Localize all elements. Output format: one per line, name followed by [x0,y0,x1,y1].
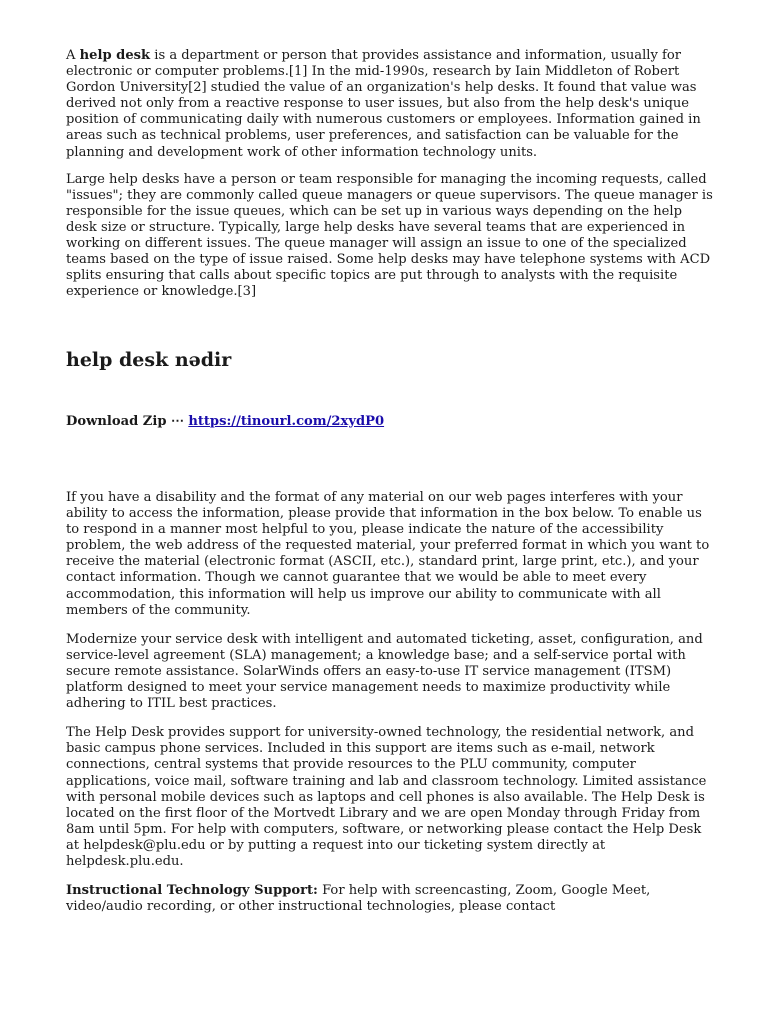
instructional-support-text: For help with screencasting, Zoom, Google Meet, video/audio recording, or other instructional technologies, please contact [66,883,651,915]
help-desk-support-paragraph: The Help Desk provides support for university-owned technology, the residential network, and basic campus phone services. Included in this support are items such as e-mail, network connections, central systems that provide resources to the PLU community, computer applications, voice mail, software training and lab and classroom technology. Limited assistance with personal mobile devices such as laptops and cell phones is also available. The Help Desk is located on the first floor of the Mortvedt Library and we are open Monday through Friday from 8am until 5pm. For help with computers, software, or networking please contact the Help Desk at helpdesk@plu.edu or by putting a request into our ticketing system directly at helpdesk.plu.edu. [66,725,707,869]
accessibility-paragraph: If you have a disability and the format of any material on our web pages interferes with your ability to access the information, please provide that information in the box below. To enable us to respond in a manner most helpful to you, please indicate the nature of the accessibility problem, the web address of the requested material, your preferred format in which you want to receive the material (electronic format (ASCII, etc.), standard print, large print, etc.), and your contact information. Though we cannot guarantee that we would be able to meet every accommodation, this information will help us improve our ability to communicate with all members of the community. [66,490,710,618]
intro-paragraph-1-text: is a department or person that provides assistance and information, usually for electronic or computer problems.[1] In the mid-1990s, research by Iain Middleton of Robert Gordon University[2] studied the value of an organization's help desks. It found that value was derived not only from a reactive response to user issues, but also from the help desk's unique position of communicating daily with numerous customers or employees. Information gained in areas such as technical problems, user preferences, and satisfaction can be valuable for the planning and development work of other information technology units. [66,48,701,160]
body-section [66,490,716,915]
instructional-support-paragraph [66,883,716,915]
intro-paragraph-1 [66,48,716,161]
download-label: Download Zip ⋯ [66,414,185,429]
intro-lead-bold: help desk [79,48,151,63]
service-desk-paragraph: Modernize your service desk with intelligent and automated ticketing, asset, configuration, and service-level agreement (SLA) management; a knowledge base; and a self-service portal with secure remote assistance. SolarWinds offers an easy-to-use IT service management (ITSM) platform designed to meet your service management needs to maximize productivity while adhering to ITIL best practices. [66,631,703,712]
page-heading: help desk nədir [66,349,232,371]
instructional-support-label: Instructional Technology Support: [66,883,318,899]
download-link[interactable]: https://tinourl.com/2xydP0 [188,414,385,429]
download-line [66,414,384,430]
article-content [66,48,716,915]
intro-paragraph-2: Large help desks have a person or team responsible for managing the incoming requests, called "issues"; they are commonly called queue managers or queue supervisors. The queue manager is responsible for the issue queues, which can be set up in various ways depending on the help desk size or structure. Typically, large help desks have several teams that are experienced in working on different issues. The queue manager will assign an issue to one of the specialized teams based on the type of issue raised. Some help desks may have telephone systems with ACD splits ensuring that calls about specific topics are put through to analysts with the requisite experience or knowledge.[3] [66,171,713,300]
intro-lead-prefix: A [66,48,80,63]
